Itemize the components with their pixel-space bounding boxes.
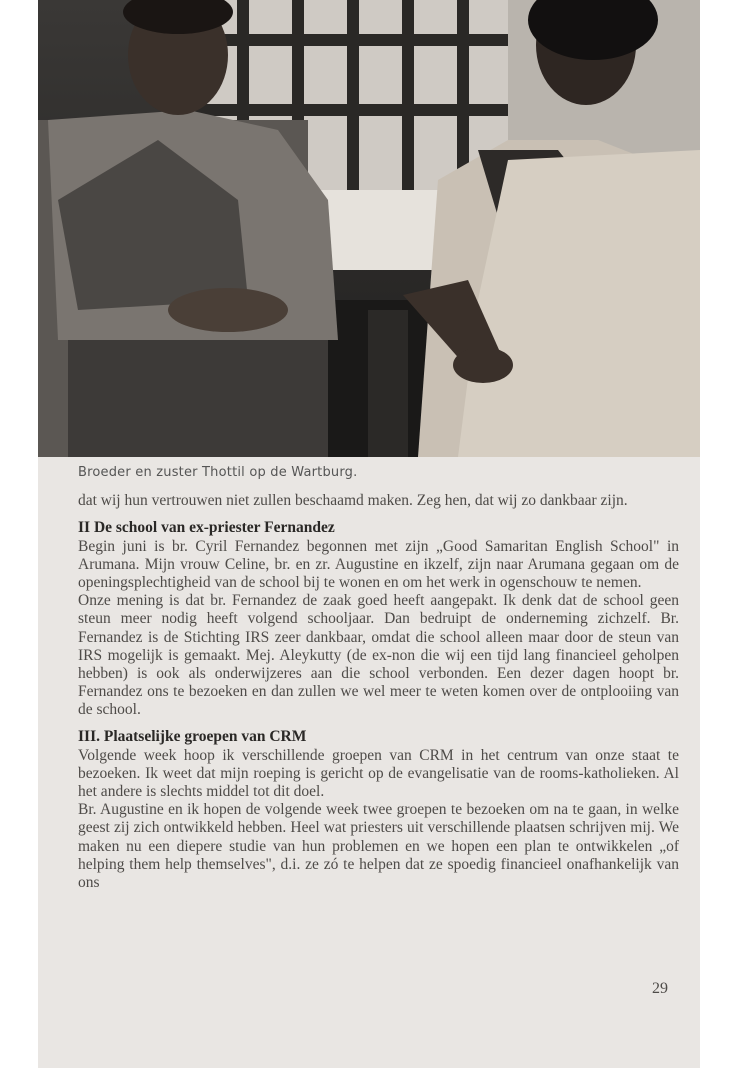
section-2-paragraph-2: Onze mening is dat br. Fernandez de zaak goed heeft aangepakt. Ik denk dat de school geen steun meer nodig heeft volgend schooljaar. Dan bedruipt de onderneming zichzelf. Br. Fernandez is de Stichting IRS zeer dankbaar, omdat die school alleen maar door de steun van IRS mogelijk is gemaakt. Mej. Aleykutty (de ex-non die wij een tijd lang financieel geholpen hebben) is ook als onderwijzeres aan die school verbonden. Een dezer dagen hoopt br. Fernandez ons te bezoeken en dan zullen we wel meer te weten komen over de ontplooiing van de school. [78, 592, 679, 718]
section-3-heading: III. Plaatselijke groepen van CRM [78, 728, 307, 746]
photo-caption: Broeder en zuster Thottil op de Wartburg. [78, 465, 358, 480]
section-2-heading: II De school van ex-priester Fernandez [78, 519, 335, 537]
page-number: 29 [652, 980, 668, 997]
intro-paragraph: dat wij hun vertrouwen niet zullen beschaamd maken. Zeg hen, dat wij zo dankbaar zijn. [78, 492, 628, 509]
photo-illustration [38, 0, 700, 457]
section-2-paragraph-1: Begin juni is br. Cyril Fernandez begonnen met zijn „Good Samaritan English School" in Arumana. Mijn vrouw Celine, br. en zr. Augustine en ikzelf, zijn naar Arumana gegaan om de openingsplechtigheid van de school bij te wonen en om het werk in ogenschouw te nemen. [78, 538, 679, 592]
section-3-paragraph-2: Br. Augustine en ik hopen de volgende week twee groepen te bezoeken om na te gaan, in welke geest zij zich ontwikkeld hebben. Heel wat priesters uit verschillende plaatsen schrijven mij. We maken nu een diepere studie van hun problemen en we hopen een plan te ontwikkelen „of helping them help themselves", d.i. ze zó te helpen dat ze spoedig financieel onafhankelijk van ons [78, 801, 679, 891]
photograph [38, 0, 700, 457]
section-3-paragraph-1: Volgende week hoop ik verschillende groepen van CRM in het centrum van onze staat te bezoeken. Ik weet dat mijn roeping is gericht op de evangelisatie van de rooms-katholieken. Al het andere is slechts middel tot dit doel. [78, 747, 679, 801]
body-text [78, 492, 679, 892]
